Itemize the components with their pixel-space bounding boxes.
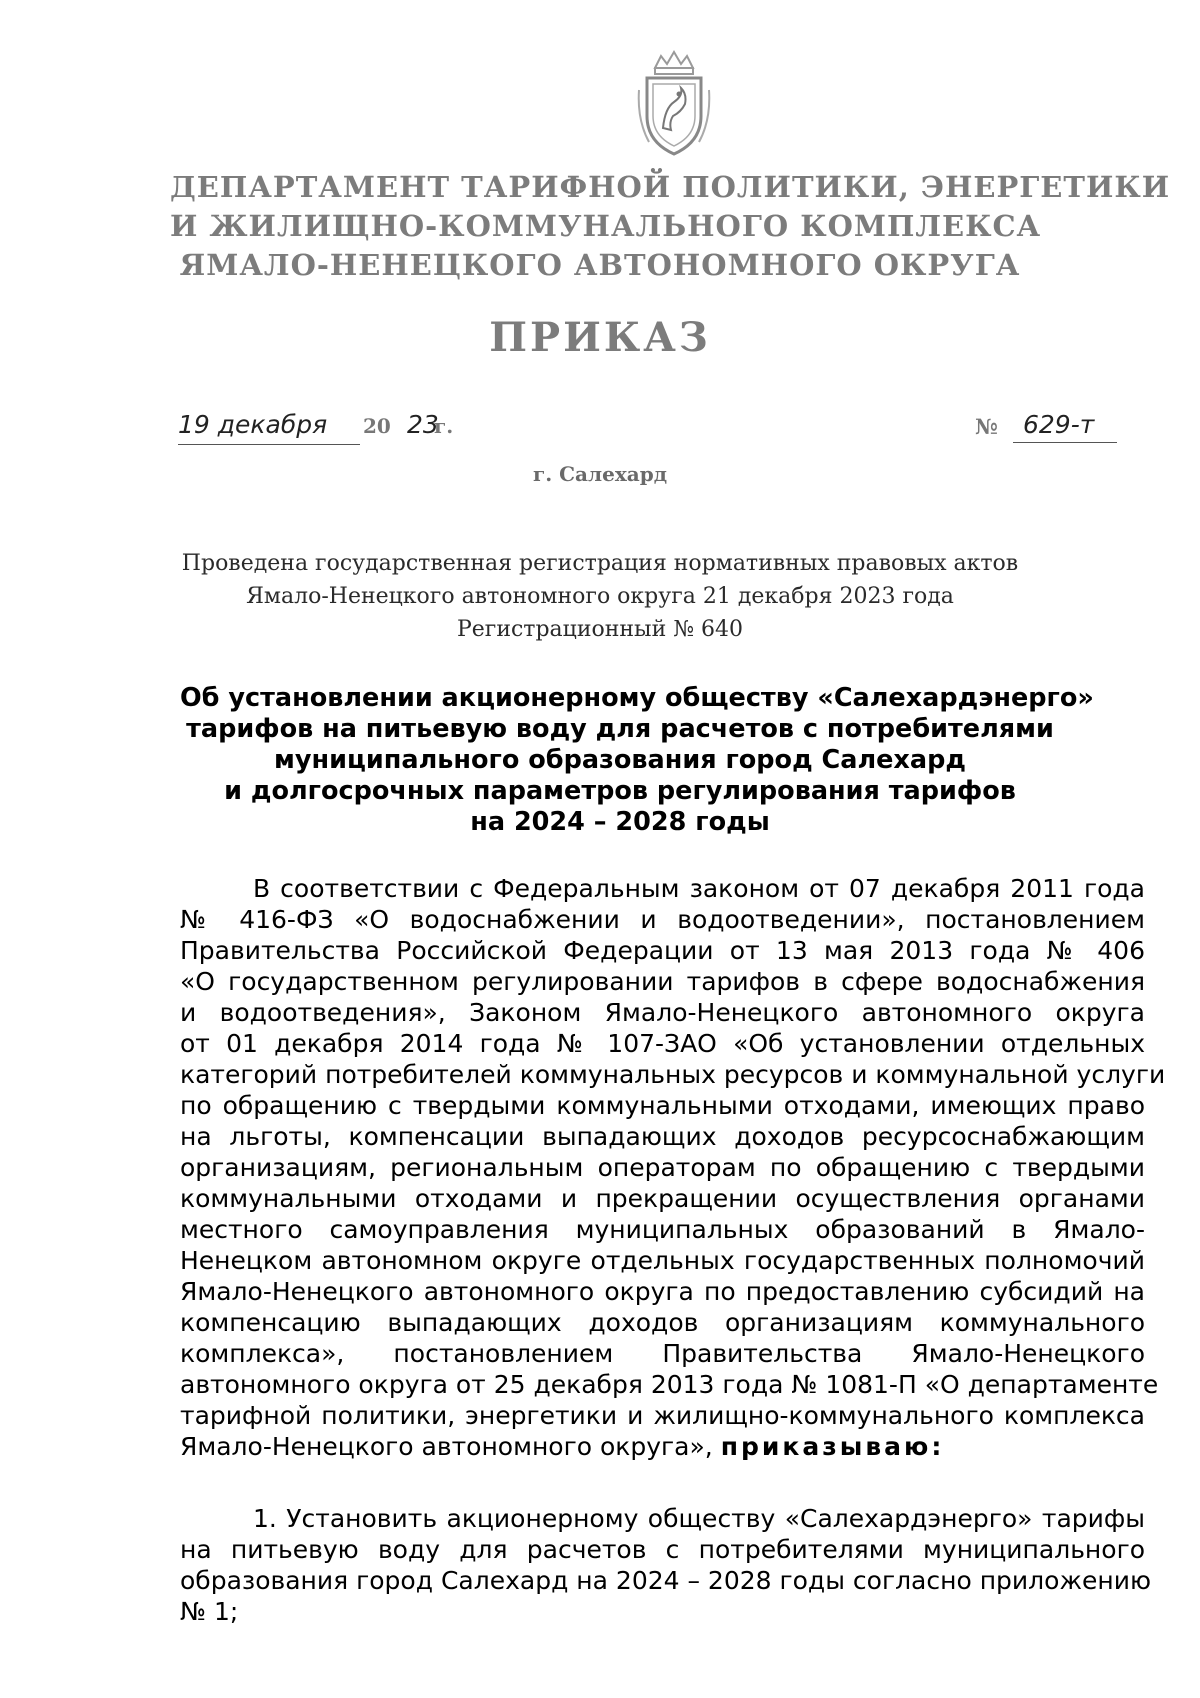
date-year-suffix: г. — [434, 414, 454, 438]
order-number-handwritten: 629-т — [1023, 410, 1095, 439]
order-word: приказываю: — [720, 1432, 945, 1461]
date-year-handwritten: 23 — [407, 410, 439, 439]
preamble-line: местного самоуправления муниципальных образований в Ямало- — [180, 1215, 1145, 1244]
preamble-line: и водоотведения», Законом Ямало-Ненецкого автономного округа — [180, 998, 1145, 1027]
preamble-line: В соответствии с Федеральным законом от 07 декабря 2011 года — [253, 874, 1145, 903]
date-year-prefix: 20 — [363, 414, 391, 438]
preamble-line: «О государственном регулировании тарифов в сфере водоснабжения — [180, 967, 1145, 996]
order-date — [178, 410, 478, 460]
preamble-line: по обращению с твердыми коммунальными отходами, имеющих право — [180, 1091, 1145, 1120]
preamble-line: организациям, региональным операторам по обращению с твердыми — [180, 1153, 1145, 1182]
order-heading-line-2: тарифов на питьевую воду для расчетов с потребителями — [186, 714, 1054, 744]
document-type-title: ПРИКАЗ — [489, 314, 711, 361]
city-name: г. Салехард — [532, 462, 668, 486]
preamble-line: Ненецком автономном округе отдельных государственных полномочий — [180, 1246, 1145, 1275]
clause-1-line: 1. Установить акционерному обществу «Салехардэнерго» тарифы — [253, 1504, 1145, 1533]
preamble-line: Правительства Российской Федерации от 13 мая 2013 года № 406 — [180, 936, 1145, 965]
order-heading-line-1: Об установлении акционерному обществу «Салехардэнерго» — [180, 683, 1094, 713]
clause-1-line: на питьевую воду для расчетов с потребителями муниципального — [180, 1535, 1145, 1564]
preamble-line: компенсацию выпадающих доходов организациям коммунального — [180, 1308, 1145, 1337]
date-underline — [178, 444, 360, 445]
coat-of-arms-emblem — [635, 50, 713, 158]
order-number — [975, 410, 1125, 450]
registration-stamp-line-1: Проведена государственная регистрация нормативных правовых актов — [181, 551, 1019, 576]
preamble-line: № 416-ФЗ «О водоснабжении и водоотведении», постановлением — [180, 905, 1145, 934]
preamble-line: на льготы, компенсации выпадающих доходов ресурсоснабжающим — [180, 1122, 1145, 1151]
preamble-line: коммунальными отходами и прекращении осуществления органами — [180, 1184, 1145, 1213]
clause-1-line: № 1; — [180, 1597, 239, 1626]
preamble-line: тарифной политики, энергетики и жилищно-коммунального комплекса — [180, 1401, 1145, 1430]
order-heading-line-5: на 2024 – 2028 годы — [470, 807, 770, 837]
number-sign: № — [975, 414, 998, 439]
preamble-line: Ямало-Ненецкого автономного округа по предоставлению субсидий на — [180, 1277, 1145, 1306]
preamble-line: автономного округа от 25 декабря 2013 года № 1081-П «О департаменте — [180, 1370, 1159, 1399]
date-day-month-handwritten: 19 декабря — [178, 410, 328, 439]
order-heading-line-4: и долгосрочных параметров регулирования тарифов — [224, 776, 1016, 806]
preamble-line: комплекса», постановлением Правительства Ямало-Ненецкого — [180, 1339, 1145, 1368]
department-name-line-1: ДЕПАРТАМЕНТ ТАРИФНОЙ ПОЛИТИКИ, ЭНЕРГЕТИКИ — [170, 170, 1171, 204]
clause-1-line: образования город Салехард на 2024 – 2028 годы согласно приложению — [180, 1566, 1151, 1595]
department-name-line-3: ЯМАЛО-НЕНЕЦКОГО АВТОНОМНОГО ОКРУГА — [179, 248, 1021, 282]
preamble-last-line-text: Ямало-Ненецкого автономного округа», — [180, 1432, 721, 1461]
order-heading-line-3: муниципального образования город Салехард — [274, 745, 966, 775]
registration-stamp-line-3: Регистрационный № 640 — [456, 617, 744, 642]
preamble-line: от 01 декабря 2014 года № 107-ЗАО «Об установлении отдельных — [180, 1029, 1145, 1058]
registration-stamp-line-2: Ямало-Ненецкого автономного округа 21 декабря 2023 года — [246, 584, 954, 609]
preamble-line: категорий потребителей коммунальных ресурсов и коммунальной услуги — [180, 1060, 1166, 1089]
department-name-line-2: И ЖИЛИЩНО-КОММУНАЛЬНОГО КОМПЛЕКСА — [170, 209, 1042, 243]
number-underline — [1013, 442, 1117, 443]
preamble-last-line — [180, 1431, 1145, 1462]
